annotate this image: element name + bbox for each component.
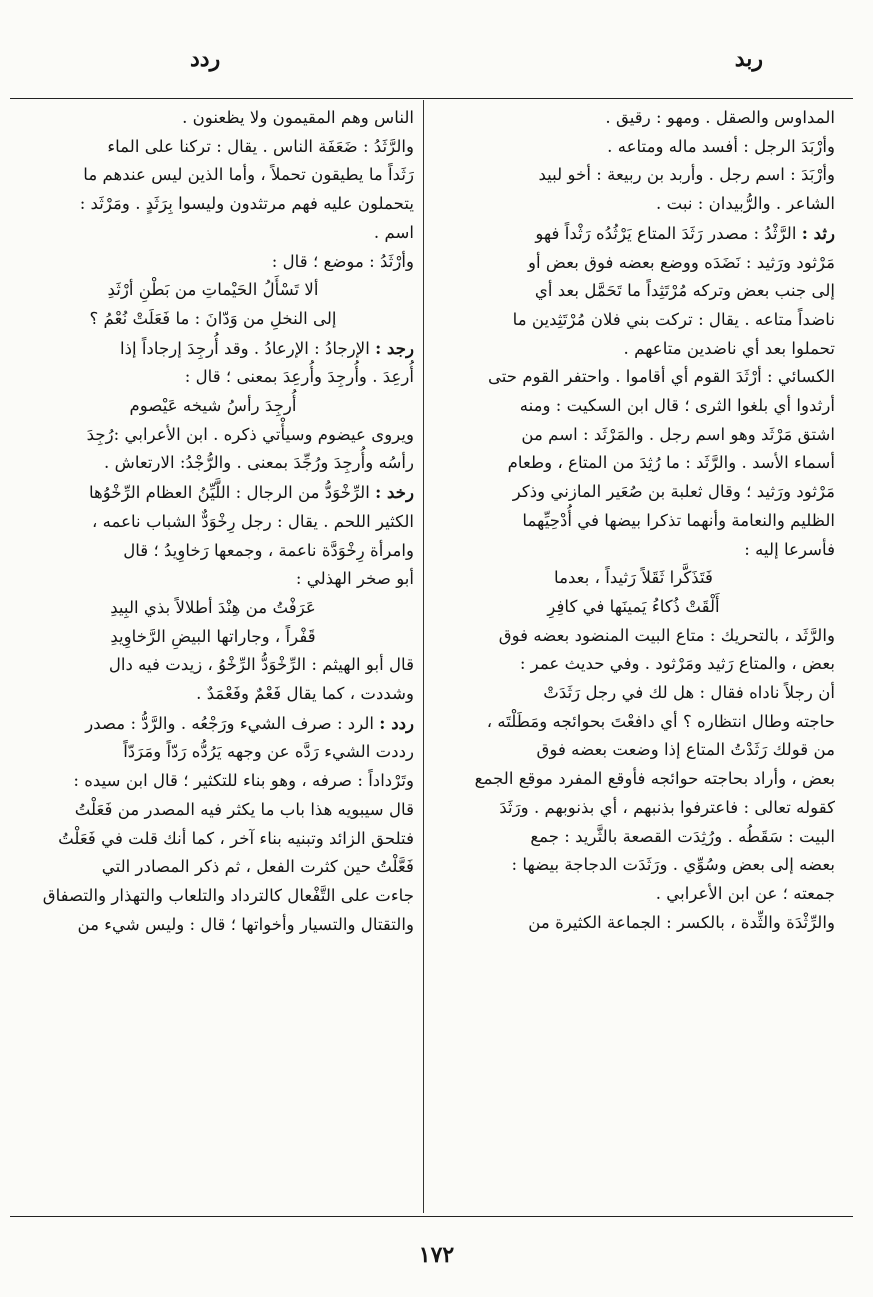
text-line bbox=[12, 680, 414, 709]
text-line bbox=[432, 133, 835, 162]
line-text: عَرَفْتُ من هِنْدَ أطلالاً بذي البِيدِ bbox=[110, 597, 316, 617]
line-text: الكسائي : أرْثَدَ القوم أي أقاموا . واحتفر القوم حتى bbox=[487, 367, 835, 387]
text-line bbox=[12, 104, 414, 133]
verse-line bbox=[12, 392, 414, 421]
text-line bbox=[12, 537, 414, 566]
text-line bbox=[12, 853, 414, 882]
header-rule bbox=[10, 98, 853, 99]
text-line bbox=[432, 622, 835, 651]
text-line bbox=[432, 392, 835, 421]
line-text: كقوله تعالى : فاعترفوا بذنبهم ، أي بذنوبهم . ورَثَدَ bbox=[499, 797, 835, 817]
line-text: مَرْثود ورَثيد : نَضَدَه ووضع بعضه فوق بعض أو bbox=[527, 252, 835, 272]
line-text: وأرْثَدُ : موضع ؛ قال : bbox=[271, 251, 414, 271]
line-text: أبو صخر الهذلي : bbox=[295, 569, 414, 589]
line-text: رددت الشيء رَدَّه عن وجهه يَرُدُّه رَدّاً ومَرَدّاً bbox=[123, 742, 414, 762]
line-text: ناضداً متاعه . يقال : تركت بني فلان مُرْتَثِدين ما bbox=[512, 309, 835, 329]
text-line bbox=[12, 911, 414, 940]
line-text: يتحملون عليه فهم مرتثدون وليسوا بِرَثَدٍ . ومَرْثَد : bbox=[79, 194, 414, 214]
text-line bbox=[432, 306, 835, 335]
line-text: ألا تَسْأَلُ الحَيْماتِ من بَطْنِ أرْثَدِ bbox=[107, 280, 319, 300]
line-text: الرِّخْوَدُّ من الرجال : اللَّيِّنُ العظام الرِّخْوُها bbox=[88, 483, 370, 503]
entry-headword: رخد : bbox=[375, 482, 414, 503]
line-text: حاجته وطال انتظاره ؟ أي دافعْتَ بحوائجه ومَطَلْتَه ، bbox=[486, 711, 835, 731]
line-text: بعضه إلى بعض وسُوِّي . ورَثَدَت الدجاجة بيضها : bbox=[511, 855, 835, 875]
text-line bbox=[12, 363, 414, 392]
line-text: بعض ، والمتاع رَثيد ومَرْثود . وفي حديث عمر : bbox=[519, 654, 835, 674]
text-line bbox=[432, 335, 835, 364]
text-line bbox=[12, 796, 414, 825]
text-line bbox=[432, 249, 835, 278]
text-line bbox=[432, 449, 835, 478]
line-text: والرَّثَدُ : ضَعَفَة الناس . يقال : تركنا على الماء bbox=[107, 136, 414, 156]
text-line bbox=[432, 851, 835, 880]
line-text: وامرأة رِخْوَدَّة ناعمة ، وجمعها رَخاوِيدُ ؛ قال bbox=[123, 540, 414, 560]
line-text: فأسرعا إليه : bbox=[744, 539, 835, 559]
entry-headword: ردد : bbox=[379, 712, 414, 733]
line-text: إلى النخلِ من وَدّانَ : ما فَعَلَتْ نُعْمُ ؟ bbox=[89, 308, 337, 328]
line-text: أرثدوا أي بلغوا الثرى ؛ قال ابن السكيت : ومنه bbox=[519, 396, 835, 416]
line-text: قال أبو الهيثم : الرِّخْوَدُّ الرِّخْوُ ، زيدت فيه دال bbox=[108, 655, 414, 675]
text-line bbox=[432, 161, 835, 190]
line-text: البيت : سَقَطُه . ورُثِدَت القصعة بالثَّريد : جمع bbox=[530, 826, 835, 846]
footer-rule bbox=[10, 1216, 853, 1217]
page-header bbox=[0, 46, 873, 86]
verse-line bbox=[432, 564, 835, 593]
text-line bbox=[432, 104, 835, 133]
text-line bbox=[12, 161, 414, 190]
text-line bbox=[432, 363, 835, 392]
line-text: اشتق مَرْثَد وهو اسم رجل . والمَرْثَد : اسم من bbox=[521, 424, 835, 444]
text-line bbox=[432, 507, 835, 536]
entry-headword: رثد : bbox=[801, 222, 835, 243]
text-line bbox=[432, 679, 835, 708]
line-text: رَثَداً ما يطيقون تحملاً ، وأما الذين ليس عندهم ما bbox=[83, 165, 414, 185]
line-text: قَفْراً ، وجاراتها البيضِ الرَّخاوِيدِ bbox=[110, 626, 316, 646]
line-text: وأرْبَدَ الرجل : أفسد ماله ومتاعه . bbox=[607, 136, 835, 156]
text-line bbox=[432, 708, 835, 737]
line-text: فَعَّلْتُ حين كثرت الفعل ، ثم ذكر المصادر التي bbox=[101, 857, 414, 877]
line-text: ويروى عيضوم وسيأْتي ذكره . ابن الأعرابي :رُجِدَ bbox=[86, 424, 414, 444]
right-running-headword: ربد bbox=[734, 46, 763, 72]
line-text: الشاعر . والرُّبيدان : نبت . bbox=[656, 194, 835, 214]
line-text: والرَّثَد ، بالتحريك : متاع البيت المنضود بعضه فوق bbox=[498, 625, 835, 645]
line-text: الرَّثْدُ : مصدر رَثَدَ المتاع يَرْثُدُه رَثْداً فهو bbox=[535, 223, 797, 243]
line-text: وأرْبَدَ : اسم رجل . وأربد بن ربيعة : أخو لبيد bbox=[538, 165, 835, 185]
text-line bbox=[432, 421, 835, 450]
line-text: الإرجادُ : الإرعادُ . وقد أُرجِدَ إرجاداً إذا bbox=[120, 338, 370, 358]
text-line bbox=[432, 880, 835, 909]
text-line bbox=[432, 765, 835, 794]
text-line bbox=[12, 709, 414, 739]
text-line bbox=[432, 794, 835, 823]
text-line bbox=[12, 334, 414, 364]
text-line bbox=[432, 277, 835, 306]
text-line bbox=[12, 738, 414, 767]
verse-line bbox=[12, 594, 414, 623]
page-number: ١٧٢ bbox=[418, 1242, 455, 1268]
line-text: أن رجلاً ناداه فقال : هل لك في رجل رَثَدَتْ bbox=[543, 683, 835, 703]
line-text: والتقتال والتسيار وأخواتها ؛ قال : وليس شيء من bbox=[77, 914, 414, 934]
line-text: تحملوا بعد أي ناضدين متاعهم . bbox=[623, 338, 835, 358]
text-line bbox=[12, 248, 414, 277]
right-text-column bbox=[432, 104, 835, 1210]
text-line bbox=[12, 825, 414, 854]
left-text-column bbox=[12, 104, 414, 1210]
line-text: إلى جنب بعض وتركه مُرْتَثِداً ما تَحَمَّل بعد أي bbox=[534, 281, 835, 301]
text-line bbox=[12, 219, 414, 248]
line-text: بعض ، وأراد بحاجته حوائجه فأوقع المفرد موقع الجمع bbox=[474, 769, 835, 789]
line-text: والرِّثْدَة والثِّدة ، بالكسر : الجماعة الكثيرة من bbox=[528, 912, 835, 932]
text-line bbox=[432, 736, 835, 765]
line-text: جاءت على التَّفْعال كالترداد والتلعاب والتهذار والتصفاق bbox=[42, 885, 414, 905]
line-text: أُرجِدَ رأسُ شيخه عَيْصوم bbox=[129, 396, 297, 416]
verse-line bbox=[12, 305, 414, 334]
text-line bbox=[432, 190, 835, 219]
text-line bbox=[12, 449, 414, 478]
text-line bbox=[12, 508, 414, 537]
text-line bbox=[432, 219, 835, 249]
text-line bbox=[12, 651, 414, 680]
line-text: فتلحق الزائد وتبنيه بناء آخر ، كما أنك قلت في فَعَلْتُ bbox=[58, 828, 414, 848]
line-text: الكثير اللحم . يقال : رجل رِخْوَدٌّ الشباب ناعمه ، bbox=[91, 511, 414, 531]
line-text: مَرْثود ورَثيد ؛ وقال ثعلبة بن صُعَير المازني وذكر bbox=[512, 482, 835, 502]
text-line bbox=[12, 133, 414, 162]
text-line bbox=[12, 478, 414, 508]
line-text: جمعته ؛ عن ابن الأعرابي . bbox=[655, 883, 835, 903]
text-line bbox=[12, 190, 414, 219]
line-text: رأسُه وأُرجِدَ ورُجِّدَ بمعنى . والرُّجْدُ: الارتعاش . bbox=[104, 453, 414, 473]
text-line bbox=[12, 565, 414, 594]
verse-line bbox=[432, 593, 835, 622]
line-text: من قولك رَثَدْتُ المتاع إذا وضعت بعضه فوق bbox=[536, 740, 835, 760]
text-line bbox=[432, 536, 835, 565]
line-text: أَلْقَتْ ذُكاءُ يَمينَها في كافِرِ bbox=[547, 596, 720, 616]
line-text: أُرعِدَ . وأُرجِدَ وأُرعِدَ بمعنى ؛ قال : bbox=[184, 367, 414, 387]
text-line bbox=[12, 421, 414, 450]
line-text: المداوس والصقل . ومهو : رقيق . bbox=[605, 108, 835, 127]
line-text: وتَرْداداً : صرفه ، وهو بناء للتكثير ؛ قال ابن سيده : bbox=[73, 771, 414, 791]
text-line bbox=[432, 478, 835, 507]
line-text: اسم . bbox=[373, 222, 414, 242]
text-line bbox=[432, 909, 835, 938]
line-text: وشددت ، كما يقال فَعْمٌ وفَعْمَدٌ . bbox=[196, 684, 414, 704]
verse-line bbox=[12, 623, 414, 652]
text-line bbox=[12, 767, 414, 796]
line-text: قال سيبويه هذا باب ما يكثر فيه المصدر من فَعَلْتُ bbox=[74, 799, 414, 819]
text-line bbox=[12, 882, 414, 911]
column-divider bbox=[423, 100, 424, 1213]
line-text: فَتَذَكَّرا ثَقَلاً رَثيداً ، بعدما bbox=[554, 568, 713, 588]
verse-line bbox=[12, 276, 414, 305]
entry-headword: رجد : bbox=[375, 337, 414, 358]
text-line bbox=[432, 823, 835, 852]
line-text: الظليم والنعامة وأنهما تذكرا بيضها في أُدْحِيِّهما bbox=[522, 510, 835, 530]
line-text: الناس وهم المقيمون ولا يظعنون . bbox=[182, 108, 414, 127]
left-running-headword: ردد bbox=[190, 46, 221, 72]
line-text: أسماء الأسد . والرَّثَد : ما رُثِدَ من المتاع ، وطعام bbox=[507, 453, 835, 473]
text-line bbox=[432, 650, 835, 679]
line-text: الرد : صرف الشيء ورَجْعُه . والرَّدُّ : مصدر bbox=[85, 713, 375, 733]
